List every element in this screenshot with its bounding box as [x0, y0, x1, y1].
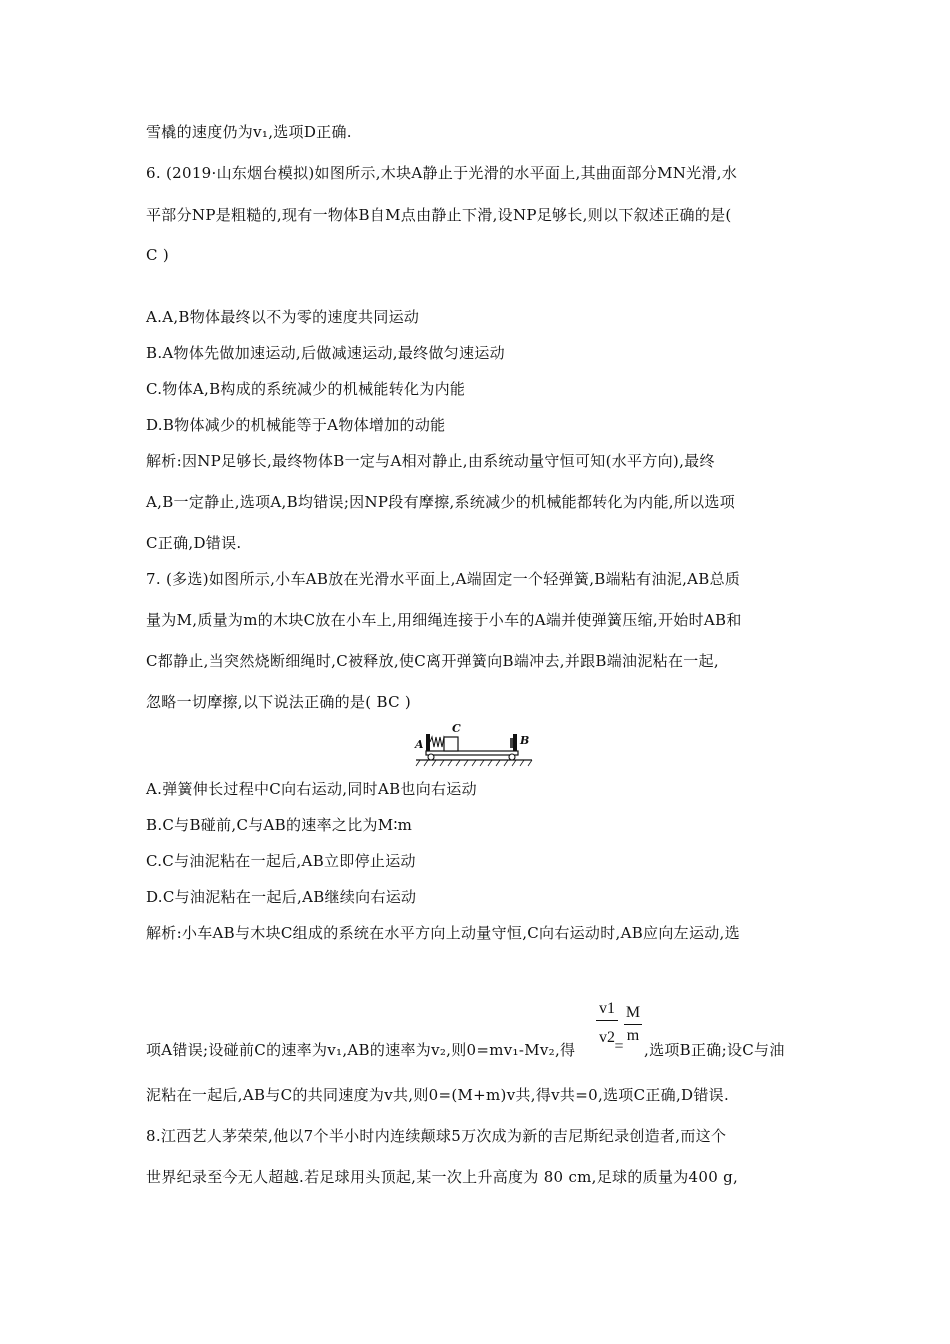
fraction-numerator: M [625, 1004, 641, 1021]
option-d: D.C与油泥粘在一起后,AB继续向右运动 [146, 888, 417, 906]
question-7-answer: 忽略一切摩擦,以下说法正确的是( BC ) [146, 693, 412, 711]
option-a: A.A,B物体最终以不为零的速度共同运动 [146, 308, 420, 326]
question-7-stem: C都静止,当突然烧断细绳时,C被释放,使C离开弹簧向B端冲去,并跟B端油泥粘在一起, [146, 652, 719, 670]
option-b: B.A物体先做加速运动,后做减速运动,最终做匀速运动 [146, 344, 505, 362]
fraction-equals: = [614, 1038, 624, 1055]
analysis-text: 解析:小车AB与木块C组成的系统在水平方向上动量守恒,C向右运动时,AB应向左运动,选 [146, 924, 740, 942]
fraction-numerator: v1 [599, 1000, 615, 1017]
question-8-stem: 世界纪录至今无人超越.若足球用头顶起,某一次上升高度为 80 cm,足球的质量为400 g, [146, 1168, 739, 1186]
analysis-text: 解析:因NP足够长,最终物体B一定与A相对静止,由系统动量守恒可知(水平方向),最终 [146, 452, 715, 470]
text-line: 雪橇的速度仍为v₁,选项D正确. [146, 123, 352, 141]
option-c: C.C与油泥粘在一起后,AB立即停止运动 [146, 852, 416, 870]
fraction-M-m [624, 1004, 642, 1045]
analysis-text: ,选项B正确;设C与油 [644, 1041, 785, 1059]
question-7-stem: 量为M,质量为m的木块C放在小车上,用细绳连接于小车的A端并使弹簧压缩,开始时AB和 [146, 611, 742, 629]
analysis-text: C正确,D错误. [146, 534, 242, 552]
figure-label-b: B [520, 734, 530, 747]
option-d: D.B物体减少的机械能等于A物体增加的动能 [146, 416, 446, 434]
question-8-stem: 8.江西艺人茅荣荣,他以7个半小时内连续颠球5万次成为新的吉尼斯纪录创造者,而这个 [146, 1127, 727, 1145]
option-a: A.弹簧伸长过程中C向右运动,同时AB也向右运动 [146, 780, 477, 798]
figure-label-a: A [415, 738, 424, 751]
question-6-stem: 6. (2019·山东烟台模拟)如图所示,木块A静止于光滑的水平面上,其曲面部分MN光滑,水 [146, 164, 738, 182]
analysis-text: 泥粘在一起后,AB与C的共同速度为v共,则0=(M+m)v共,得v共=0,选项C正确,D错误. [146, 1086, 730, 1104]
analysis-text: 项A错误;设碰前C的速率为v₁,AB的速率为v₂,则0=mv₁-Mv₂,得 [146, 1041, 576, 1059]
question-7-stem: 7. (多选)如图所示,小车AB放在光滑水平面上,A端固定一个轻弹簧,B端粘有油泥,AB总质 [146, 570, 741, 588]
figure-label-c: C [452, 722, 461, 735]
analysis-text: A,B一定静止,选项A,B均错误;因NP段有摩擦,系统减少的机械能都转化为内能,所以选项 [146, 493, 736, 511]
cart-spring-figure [414, 722, 534, 768]
fraction-denominator: m [626, 1027, 640, 1044]
option-c: C.物体A,B构成的系统减少的机械能转化为内能 [146, 380, 466, 398]
question-6-stem: 平部分NP是粗糙的,现有一物体B自M点由静止下滑,设NP足够长,则以下叙述正确的是( [146, 206, 732, 224]
fraction-bar [624, 1024, 642, 1025]
question-6-answer: C ) [146, 246, 169, 264]
option-b: B.C与B碰前,C与AB的速率之比为M∶m [146, 816, 413, 834]
fraction-denominator: v2 [599, 1029, 615, 1046]
fraction-bar [596, 1020, 618, 1021]
